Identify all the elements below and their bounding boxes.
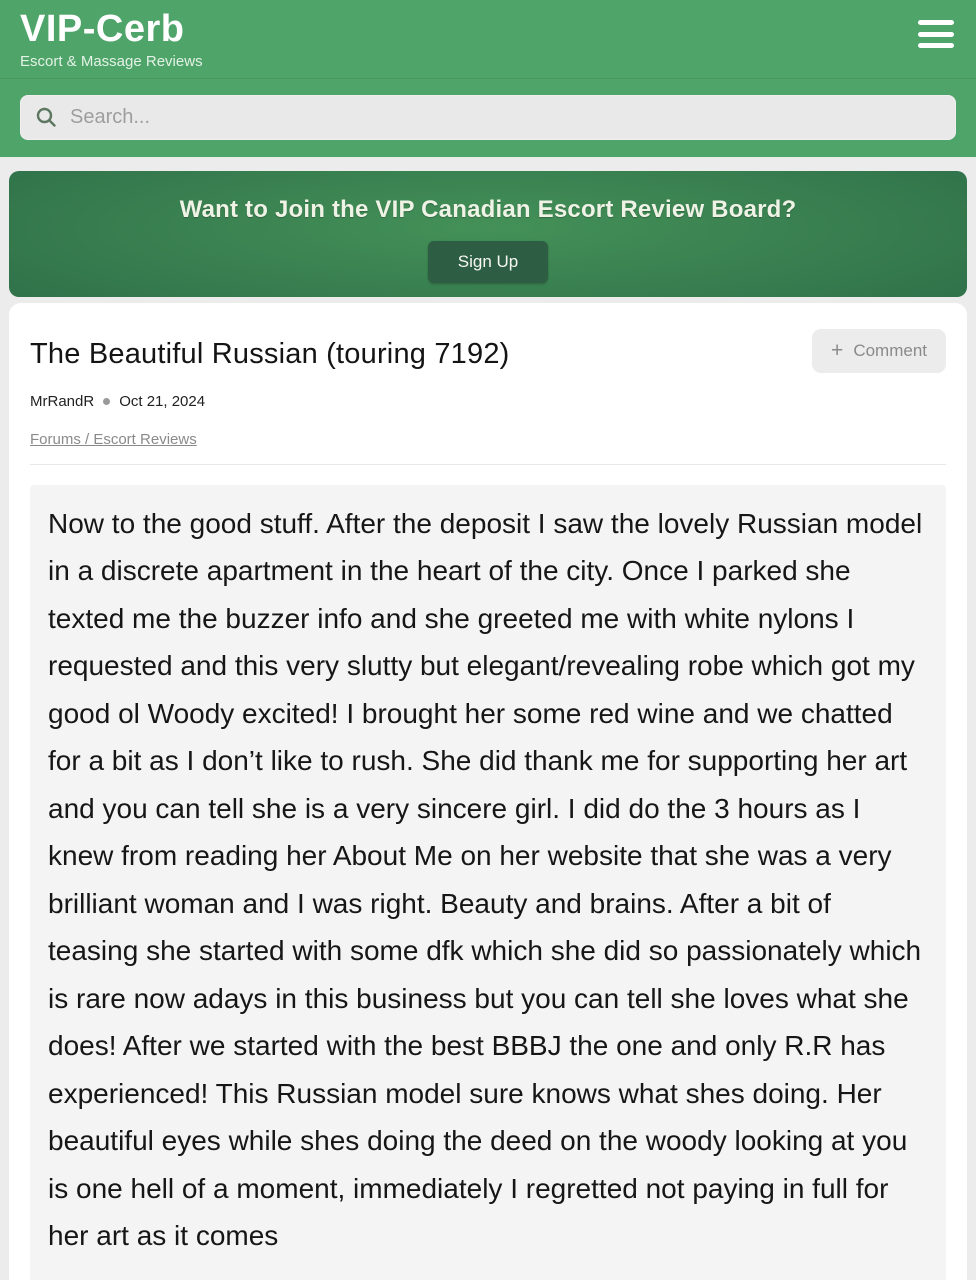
review-body-text: Now to the good stuff. After the deposit I saw the lovely Russian model in a discrete apartment in the heart of the city. Once I parked she texted me the buzzer info and she greeted me with white nylons I requested and this very slutty but elegant/revealing robe which got my good ol Woody excited! I brought her some red wine and we chatted for a bit as I don’t like to rush. She did thank me for supporting her art and you can tell she is a very sincere girl. I did do the 3 hours as I knew from reading her About Me on her website that she was a very brilliant woman and I was right. Beauty and brains. After a bit of teasing she started with some dfk which she did so passionately which is rare now adays in this business but you can tell she loves what she does! After we started with the best BBBJ the one and only R.R has experienced! This Russian model sure knows what shes doing. Her beautiful eyes while shes doing the deed on the woody looking at you is one hell of a moment, immediately I regretted not paying in full for her art as it comes (30, 485, 946, 1280)
hamburger-menu-icon[interactable] (918, 20, 954, 48)
join-banner (9, 171, 967, 297)
sign-up-button[interactable]: Sign Up (428, 241, 548, 283)
site-logo[interactable]: VIP-Cerb (20, 8, 185, 50)
search-bar[interactable] (20, 95, 956, 140)
post-title: The Beautiful Russian (touring 7192) (30, 337, 510, 370)
search-section (0, 79, 976, 157)
comment-button[interactable] (812, 329, 946, 373)
comment-button-label: Comment (853, 340, 927, 360)
breadcrumb[interactable]: Forums / Escort Reviews (30, 430, 197, 448)
post-card (9, 303, 967, 1280)
post-author[interactable]: MrRandR (30, 392, 95, 410)
divider (30, 464, 946, 465)
post-header-row (30, 329, 946, 373)
meta-separator-dot (103, 398, 110, 405)
post-date: Oct 21, 2024 (119, 392, 206, 410)
site-tagline: Escort & Massage Reviews (20, 52, 203, 70)
logo-block (0, 0, 976, 79)
site-header (0, 0, 976, 157)
plus-icon: + (831, 338, 844, 362)
post-meta (30, 393, 946, 410)
search-input[interactable] (70, 106, 942, 129)
search-icon (34, 105, 58, 129)
join-banner-title: Want to Join the VIP Canadian Escort Review Board? (179, 195, 797, 223)
